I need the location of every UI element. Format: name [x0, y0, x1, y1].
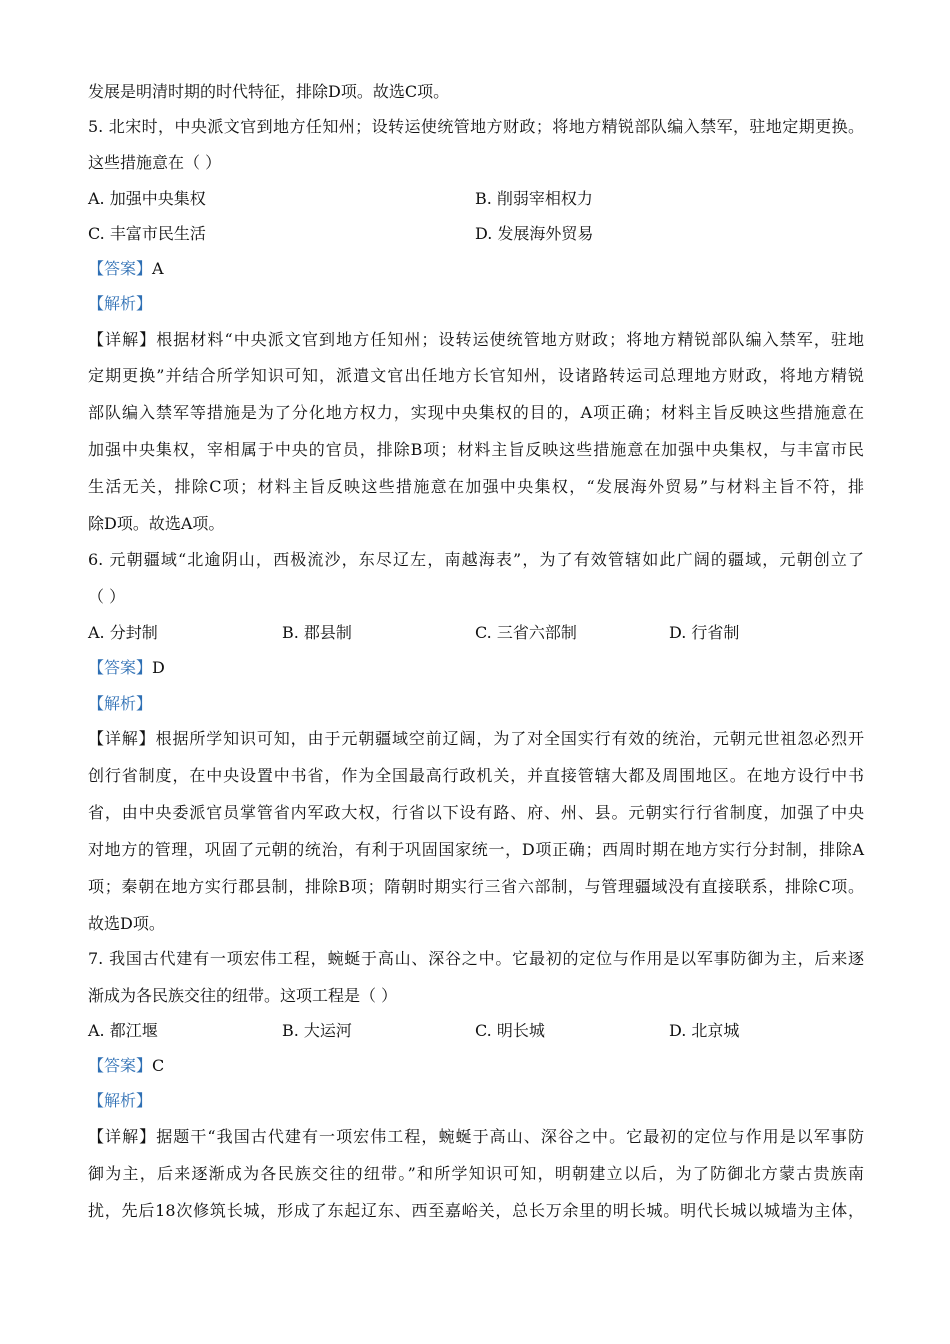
question-7-option-b: B. 大运河	[282, 1021, 352, 1040]
question-6-option-d: D. 行省制	[669, 623, 740, 642]
question-7-option-c: C. 明长城	[475, 1021, 545, 1040]
question-5-option-c: C. 丰富市民生活	[88, 224, 206, 243]
detail-line: 对地方的管理，巩固了元朝的统治，有利于巩固国家统一，D项正确；西周时期在地方实行分封制，排除A	[88, 840, 864, 859]
question-6-stem-cont: （ ）	[88, 587, 126, 606]
detail-line: 御为主，后来逐渐成为各民族交往的纽带。”和所学知识可知，明朝建立以后，为了防御北方蒙古贵族南	[88, 1164, 864, 1183]
question-5-stem-cont: 这些措施意在（ ）	[88, 153, 222, 172]
question-6-option-b: B. 郡县制	[282, 623, 352, 642]
answer-value: A	[152, 259, 164, 278]
answer-value: C	[152, 1056, 165, 1075]
answer-value: D	[152, 658, 165, 677]
detail-line: 生活无关，排除C项；材料主旨反映这些措施意在加强中央集权，“发展海外贸易”与材料主旨不符，排	[88, 477, 864, 496]
detail-line	[88, 729, 864, 749]
analysis-tag: 【解析】	[88, 294, 153, 313]
analysis-tag: 【解析】	[88, 1091, 153, 1110]
detail-line	[88, 330, 864, 350]
question-5-stem: 5. 北宋时，中央派文官到地方任知州；设转运使统管地方财政；将地方精锐部队编入禁军，驻地定期更换。	[88, 117, 864, 136]
question-7-answer	[88, 1056, 164, 1076]
question-7-option-a: A. 都江堰	[88, 1021, 158, 1040]
question-5-option-b: B. 削弱宰相权力	[475, 189, 593, 208]
detail-line: 除D项。故选A项。	[88, 514, 225, 533]
detail-line: 项；秦朝在地方实行郡县制，排除B项；隋朝时期实行三省六部制，与管理疆域没有直接联系，排除C项。	[88, 877, 864, 896]
analysis-tag: 【解析】	[88, 694, 153, 713]
question-6-option-a: A. 分封制	[88, 623, 158, 642]
answer-tag: 【答案】	[88, 259, 153, 278]
question-5-option-a: A. 加强中央集权	[88, 189, 206, 208]
detail-line: 部队编入禁军等措施是为了分化地方权力，实现中央集权的目的，A项正确；材料主旨反映这些措施意在	[88, 403, 864, 422]
question-6-answer	[88, 658, 165, 678]
question-6-option-c: C. 三省六部制	[475, 623, 577, 642]
detail-text: 据题干“我国古代建有一项宏伟工程，蜿蜒于高山、深谷之中。它最初的定位与作用是以军事防	[156, 1127, 864, 1146]
detail-text: 根据材料“中央派文官到地方任知州；设转运使统管地方财政；将地方精锐部队编入禁军，驻地	[156, 330, 864, 349]
detail-line: 创行省制度，在中央设置中书省，作为全国最高行政机关，并直接管辖大都及周围地区。在地方设行中书	[88, 766, 864, 785]
detail-tag: 【详解】	[88, 330, 157, 349]
answer-tag: 【答案】	[88, 658, 153, 677]
question-6-stem: 6. 元朝疆域“北逾阴山，西极流沙，东尽辽左，南越海表”，为了有效管辖如此广阔的疆域，元朝创立了	[88, 550, 864, 569]
detail-tag: 【详解】	[88, 729, 156, 748]
detail-line: 扰，先后18次修筑长城，形成了东起辽东、西至嘉峪关，总长万余里的明长城。明代长城以城墙为主体，	[88, 1201, 864, 1220]
question-7-option-d: D. 北京城	[669, 1021, 740, 1040]
detail-line: 省，由中央委派官员掌管省内军政大权，行省以下设有路、府、州、县。元朝实行行省制度，加强了中央	[88, 803, 864, 822]
detail-line: 定期更换”并结合所学知识可知，派遣文官出任地方长官知州，设诸路转运司总理地方财政，将地方精锐	[88, 366, 864, 385]
question-7-stem: 7. 我国古代建有一项宏伟工程，蜿蜒于高山、深谷之中。它最初的定位与作用是以军事防御为主，后来逐	[88, 949, 864, 968]
question-7-stem-cont: 渐成为各民族交往的纽带。这项工程是（ ）	[88, 986, 398, 1005]
detail-text: 根据所学知识可知，由于元朝疆域空前辽阔，为了对全国实行有效的统治，元朝元世祖忽必烈开	[155, 729, 864, 748]
detail-line: 加强中央集权，宰相属于中央的官员，排除B项；材料主旨反映这些措施意在加强中央集权，与丰富市民	[88, 440, 864, 459]
detail-line: 故选D项。	[88, 914, 165, 933]
question-5-answer	[88, 259, 164, 279]
question-5-option-d: D. 发展海外贸易	[475, 224, 594, 243]
answer-tag: 【答案】	[88, 1056, 153, 1075]
text-line: 发展是明清时期的时代特征，排除D项。故选C项。	[88, 82, 450, 101]
detail-tag: 【详解】	[88, 1127, 157, 1146]
detail-line	[88, 1127, 864, 1147]
